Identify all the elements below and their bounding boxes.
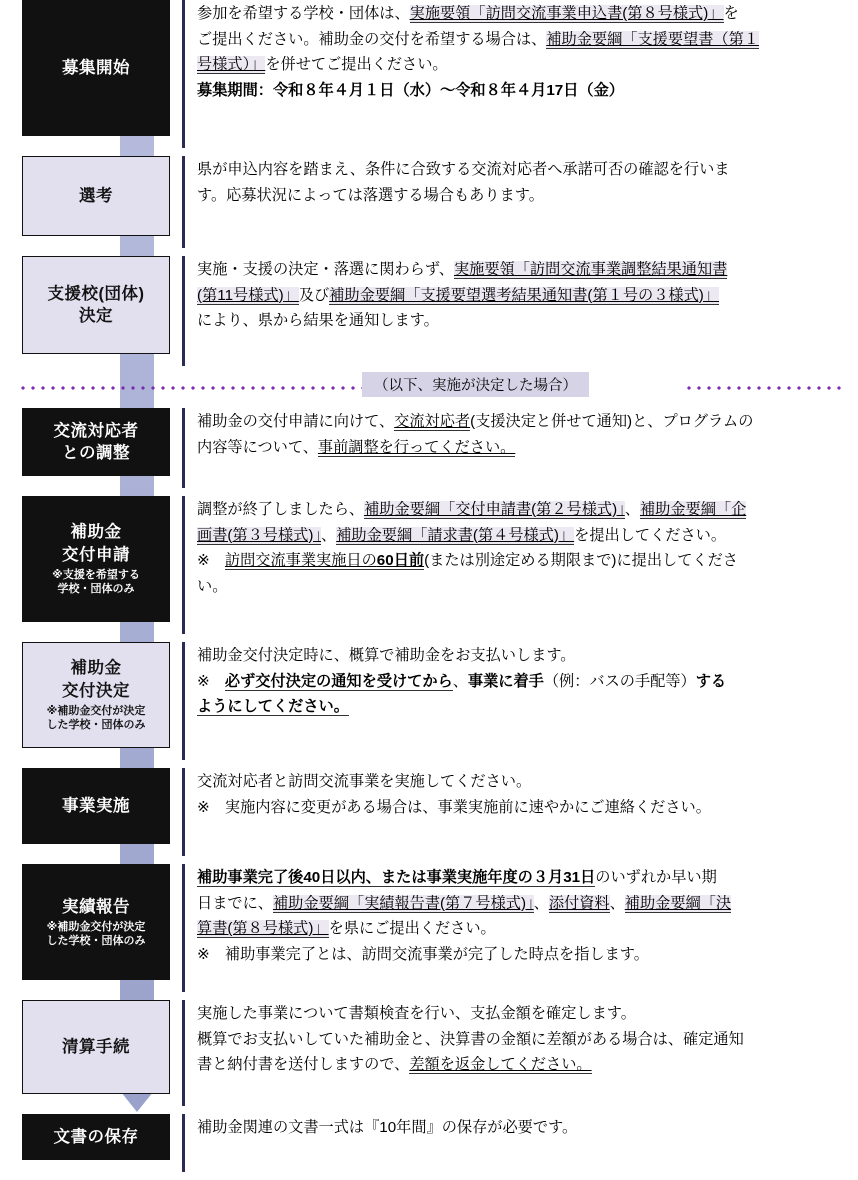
stage-title-grant-application: 補助金 交付申請: [62, 523, 130, 564]
description-line: 号様式）」を併せてご提出ください。: [197, 56, 448, 74]
stage-title-project-execution: 事業実施: [62, 796, 130, 815]
stage-box-results-report: [22, 864, 170, 980]
description-line: 交流対応者と訪問交流事業を実施してください。: [197, 773, 532, 790]
dotted-line-right: [684, 386, 844, 390]
step-description-coordination: [185, 408, 858, 463]
step-description-selection: [185, 156, 858, 211]
description-line: 書と納付書を送付しますので、差額を返金してください。: [197, 1056, 592, 1074]
flow-step-project-execution: [0, 768, 858, 856]
description-line: ※ 補助事業完了とは、訪問交流事業が完了した時点を指します。: [197, 945, 649, 963]
description-line: 概算でお支払いしていた補助金と、決算書の金額に差額がある場合は、確定通知: [197, 1030, 744, 1048]
stage-box-grant-decision: [22, 642, 170, 748]
stage-title-coordination: 交流対応者 との調整: [53, 421, 139, 462]
description-line: 県が申込内容を踏まえ、条件に合致する交流対応者へ承諾可否の確認を行いま: [197, 161, 730, 178]
flow-step-recruit-start: [0, 0, 858, 148]
description-line: 実施した事業について書類検査を行い、支払金額を確定します。: [197, 1005, 636, 1022]
flow-step-results-report: [0, 864, 858, 992]
stage-title-support-school-decision: 支援校(団体) 決定: [47, 284, 145, 325]
description-line: す。応募状況によっては落選する場合もあります。: [197, 186, 544, 204]
description-line: 補助金交付決定時に、概算で補助金をお支払いします。: [197, 647, 576, 664]
description-line: ※ 必ず交付決定の通知を受けてから、事業に着手（例：バスの手配等）する: [197, 672, 727, 690]
flow-step-settlement: [0, 1000, 858, 1106]
stage-title-settlement: 清算手続: [62, 1037, 130, 1056]
stage-title-results-report: 実績報告: [62, 897, 130, 916]
stage-box-recruit-start: [22, 0, 170, 136]
description-line: 日までに、補助金要綱「実績報告書(第７号様式)」、添付資料、補助金要綱「決: [197, 894, 732, 912]
description-line: 補助金関連の文書一式は『10年間』の保存が必要です。: [197, 1119, 578, 1136]
description-line: (第11号様式)」及び補助金要綱「支援要望選考結果通知書(第１号の３様式)」: [197, 286, 720, 304]
stage-title-grant-decision: 補助金 交付決定: [62, 659, 130, 700]
dotted-line-left: [18, 386, 368, 390]
stage-box-settlement: [22, 1000, 170, 1094]
stage-title-recruit-start: 募集開始: [62, 58, 130, 77]
flow-step-support-school-decision: [0, 256, 858, 366]
step-description-support-school-decision: [185, 256, 858, 337]
stage-title-selection: 選考: [79, 186, 113, 205]
description-line: 内容等について、事前調整を行ってください。: [197, 438, 516, 456]
description-line: 補助事業完了後40日以内、または事業実施年度の３月31日のいずれか早い期: [197, 869, 717, 886]
description-line: 実施・支援の決定・落選に関わらず、実施要領「訪問交流事業調整結果通知書: [197, 261, 728, 278]
step-description-recruit-start: [185, 0, 858, 107]
conditional-separator: [0, 366, 858, 408]
stage-box-selection: [22, 156, 170, 236]
stage-title-document-storage: 文書の保存: [53, 1127, 139, 1146]
step-description-settlement: [185, 1000, 858, 1081]
stage-note-results-report: ※補助金交付が決定 した学校・団体のみ: [46, 920, 146, 948]
stage-box-project-execution: [22, 768, 170, 844]
description-line: ご提出ください。補助金の交付を希望する場合は、補助金要綱「支援要望書（第１: [197, 30, 759, 48]
flow-step-selection: [0, 156, 858, 248]
step-description-project-execution: [185, 768, 858, 823]
stage-box-document-storage: [22, 1114, 170, 1160]
stage-box-support-school-decision: [22, 256, 170, 354]
description-line: い。: [197, 577, 228, 595]
flow-step-coordination: [0, 408, 858, 488]
description-line: 算書(第８号様式)」を県にご提出ください。: [197, 920, 496, 938]
description-line: により、県から結果を通知します。: [197, 312, 439, 330]
flow-step-document-storage: [0, 1114, 858, 1172]
stage-note-grant-application: ※支援を希望する 学校・団体のみ: [52, 568, 140, 596]
description-line: 調整が終了しましたら、補助金要綱「交付申請書(第２号様式)」、補助金要綱「企: [197, 501, 747, 518]
separator-label: （以下、実施が決定した場合）: [362, 372, 589, 397]
step-description-grant-application: [185, 496, 858, 603]
stage-note-grant-decision: ※補助金交付が決定 した学校・団体のみ: [46, 704, 146, 732]
flow-step-grant-decision: [0, 642, 858, 760]
description-line: 参加を希望する学校・団体は、実施要領「訪問交流事業申込書(第８号様式)」を: [197, 5, 739, 22]
stage-box-coordination: [22, 408, 170, 476]
step-description-results-report: [185, 864, 858, 971]
flow-step-grant-application: [0, 496, 858, 634]
description-line: 補助金の交付申請に向けて、交流対応者(支援決定と併せて通知)と、プログラムの: [197, 413, 754, 430]
stage-box-grant-application: [22, 496, 170, 622]
description-line: ※ 訪問交流事業実施日の60日前(または別途定める期限まで)に提出してくださ: [197, 552, 738, 570]
description-line: 募集期間：令和８年４月１日（水）～令和８年４月17日（金）: [197, 81, 624, 99]
step-description-document-storage: [185, 1114, 858, 1144]
description-line: 画書(第３号様式)」、補助金要綱「請求書(第４号様式)」を提出してください。: [197, 526, 727, 544]
step-description-grant-decision: [185, 642, 858, 723]
description-line: ※ 実施内容に変更がある場合は、事業実施前に速やかにご連絡ください。: [197, 798, 711, 816]
description-line: ようにしてください。: [197, 698, 349, 716]
row-spacer: [0, 1172, 858, 1180]
